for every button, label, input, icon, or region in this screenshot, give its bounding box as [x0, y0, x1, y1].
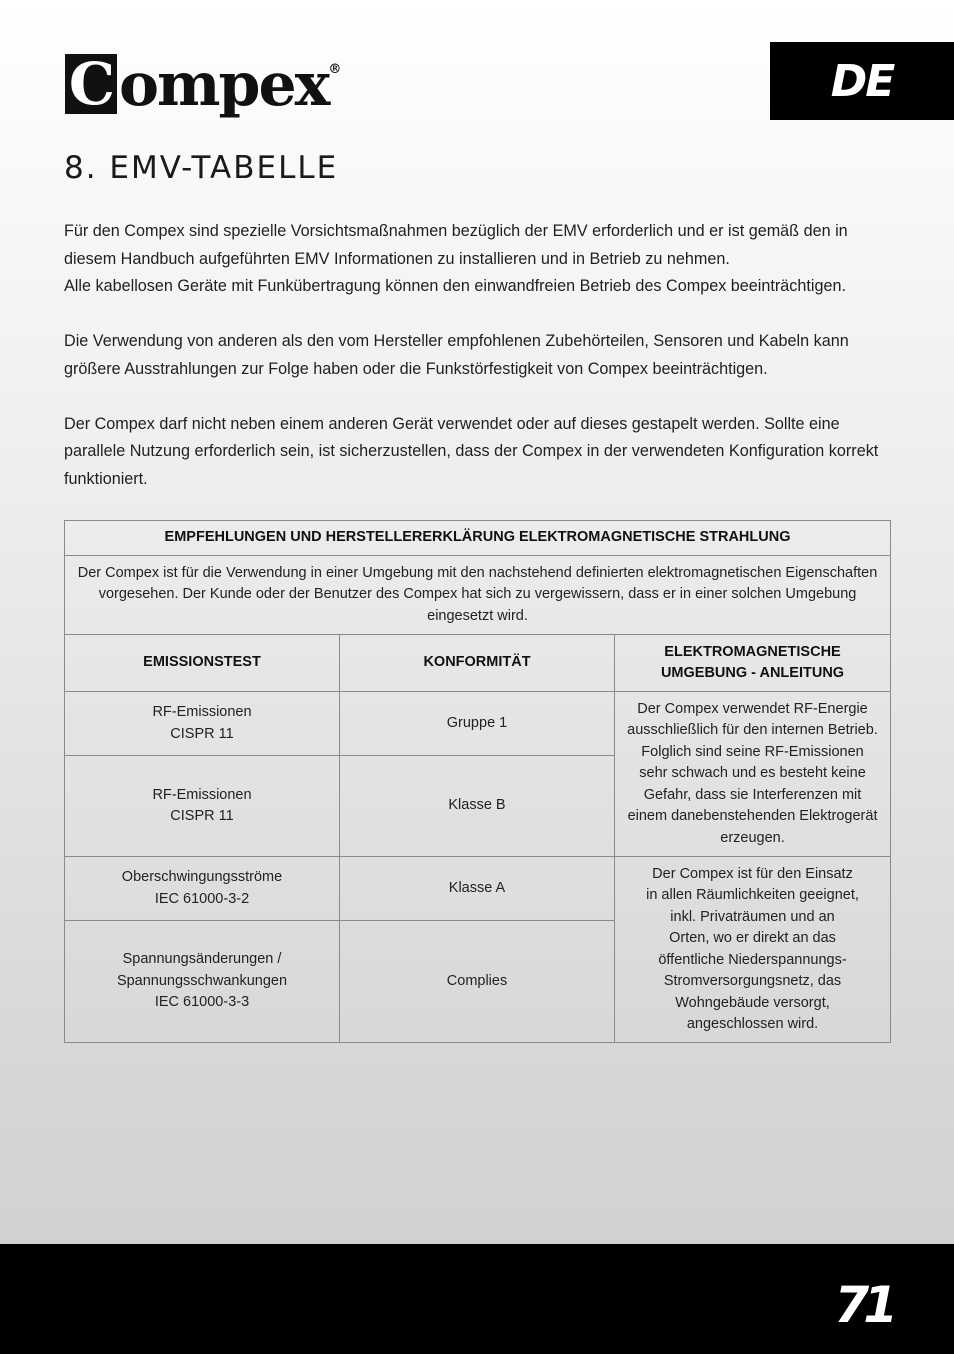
- cell-line: RF-Emissionen: [152, 704, 252, 720]
- column-header-line: UMGEBUNG - ANLEITUNG: [660, 665, 845, 681]
- cell-line: sehr schwach und es besteht keine: [639, 765, 866, 782]
- cell-line: ausschließlich für den internen Betrieb.: [627, 722, 878, 739]
- cell-line: Der Compex ist für den Einsatz: [652, 865, 853, 882]
- cell-line: in allen Räumlichkeiten geeignet,: [646, 887, 859, 903]
- cell-line: Folglich sind seine RF-Emissionen: [641, 743, 864, 760]
- table-heading-row: [65, 521, 891, 556]
- conformity-cell: Klasse B: [340, 756, 615, 857]
- intro-sentence: Alle kabellosen Geräte mit Funkübertragung können den einwandfreien Betrieb des Compex beeinträchtigen.: [64, 277, 846, 295]
- cell-line: IEC 61000-3-2: [154, 890, 250, 907]
- intro-sentence: Für den Compex sind spezielle Vorsichtsmaßnahmen bezüglich der EMV erforderlich und er ist gemäß den in diesem Handbuch aufgeführten EMV Informationen zu installieren und in Betrieb zu nehmen.: [64, 222, 848, 268]
- section-title: 8. EMV-TABELLE: [64, 150, 339, 186]
- conformity-cell: Gruppe 1: [340, 692, 615, 756]
- intro-text: [64, 218, 894, 493]
- column-header-line: ELEKTROMAGNETISCHE: [664, 643, 841, 660]
- compex-logo: [65, 44, 342, 120]
- cell-line: Wohngebäude versorgt,: [675, 994, 830, 1011]
- guidance-cell: [615, 692, 891, 857]
- emission-test-cell: [65, 756, 340, 857]
- emission-test-cell: [65, 857, 340, 921]
- cell-line: inkl. Privaträumen und an: [670, 908, 835, 925]
- conformity-cell: Complies: [340, 921, 615, 1043]
- intro-paragraph: [64, 218, 894, 301]
- emission-test-cell: [65, 921, 340, 1043]
- cell-line: CISPR 11: [170, 808, 234, 824]
- cell-line: öffentliche Niederspannungs-: [658, 951, 847, 968]
- cell-line: RF-Emissionen: [152, 786, 252, 803]
- cell-line: Der Compex verwendet RF-Energie: [637, 700, 868, 717]
- logo-initial: C: [65, 54, 117, 114]
- conformity-cell: Klasse A: [340, 857, 615, 921]
- cell-line: angeschlossen wird.: [686, 1016, 819, 1032]
- table-row: [65, 857, 891, 921]
- table-description: Der Compex ist für die Verwendung in einer Umgebung mit den nachstehend definierten elektromagnetischen Eigenschaften vorgesehen. Der Kunde oder der Benutzer des Compex hat sich zu vergewissern, dass er in einer solchen Umgebung eingesetzt wird.: [65, 556, 891, 635]
- language-label: DE: [830, 55, 894, 107]
- table-column-header-row: [65, 635, 891, 692]
- cell-line: Gefahr, dass sie Interferenzen mit: [643, 786, 862, 803]
- intro-paragraph: Die Verwendung von anderen als den vom Hersteller empfohlenen Zubehörteilen, Sensoren und Kabeln kann größere Ausstrahlungen zur Folge haben oder die Funkstörfestigkeit von Compex beeinträchtigen.: [64, 332, 849, 378]
- table-description-row: [65, 556, 891, 635]
- emv-table: [64, 520, 891, 1043]
- table-row: [65, 692, 891, 756]
- table-heading: EMPFEHLUNGEN UND HERSTELLERERKLÄRUNG ELEKTROMAGNETISCHE STRAHLUNG: [65, 521, 891, 556]
- column-header-guidance: [615, 635, 891, 692]
- column-header-conformity: KONFORMITÄT: [340, 635, 615, 692]
- cell-line: erzeugen.: [720, 829, 785, 846]
- registered-mark: ®: [328, 62, 342, 77]
- cell-line: Stromversorgungsnetz, das: [663, 973, 842, 989]
- column-header-emission-test: EMISSIONSTEST: [65, 635, 340, 692]
- cell-line: Spannungsschwankungen: [116, 972, 288, 989]
- cell-line: Orten, wo er direkt an das: [669, 930, 836, 946]
- intro-paragraph: Der Compex darf nicht neben einem anderen Gerät verwendet oder auf dieses gestapelt werden. Sollte eine parallele Nutzung erforderlich sein, ist sicherzustellen, dass der Compex in der verwendeten Konfiguration korrekt funktioniert.: [64, 414, 879, 488]
- cell-line: IEC 61000-3-3: [154, 994, 250, 1011]
- language-tab: [770, 42, 954, 120]
- emission-test-cell: [65, 692, 340, 756]
- logo-wordmark: ompex: [119, 50, 329, 120]
- cell-line: Oberschwingungsströme: [121, 869, 283, 885]
- footer-bar: [0, 1244, 954, 1354]
- page-number: 71: [834, 1276, 892, 1334]
- cell-line: CISPR 11: [170, 725, 234, 742]
- cell-line: Spannungsänderungen /: [122, 951, 282, 968]
- guidance-cell: [615, 857, 891, 1043]
- cell-line: einem danebenstehenden Elektrogerät: [627, 808, 878, 825]
